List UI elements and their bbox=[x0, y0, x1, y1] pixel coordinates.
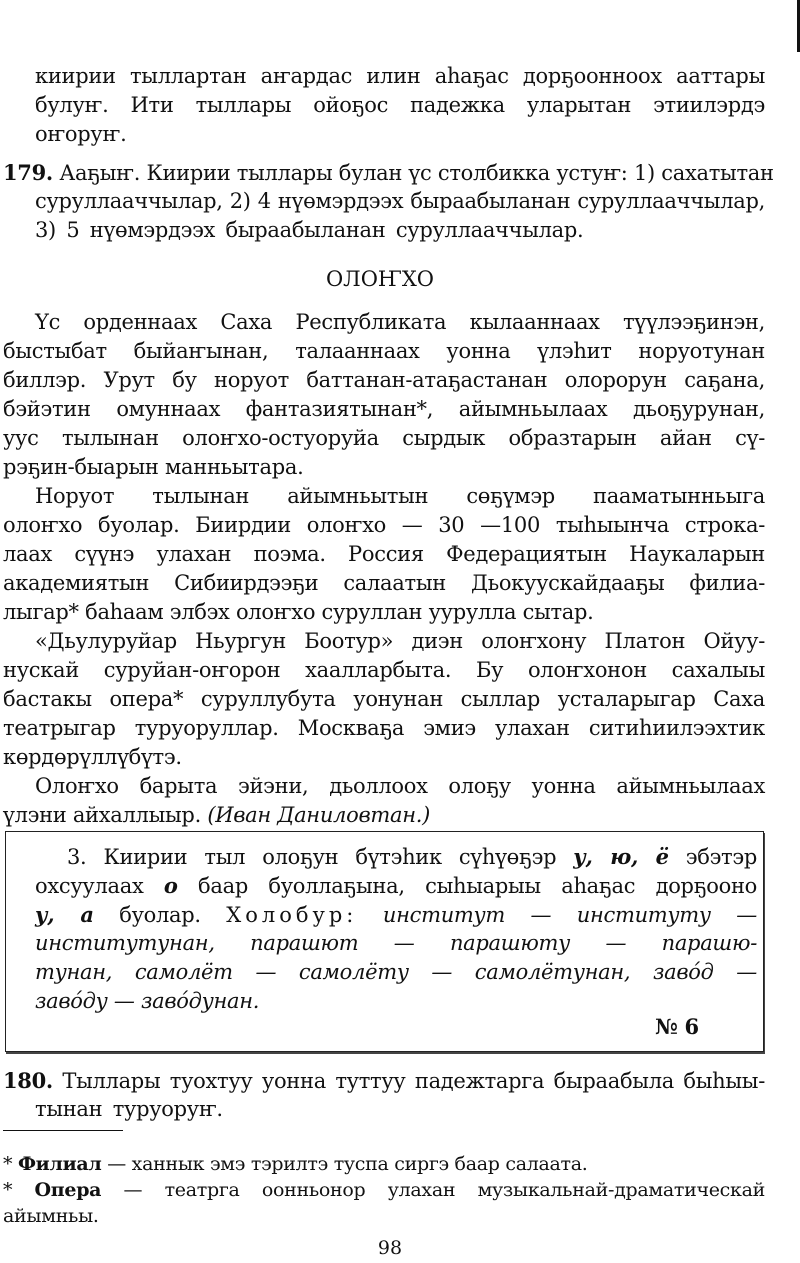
text-line: Норуот тылынан айымньытын сөҕүмэр пааматынньыга bbox=[35, 484, 765, 508]
example-label: Холобур: bbox=[226, 903, 358, 927]
text-line: 180. Тыллары туохтуу уонна туттуу падежтарга быраабыла быһыы- bbox=[3, 1068, 765, 1093]
text-line: 3) 5 нүөмэрдээх быраабыланан суруллааччылар. bbox=[35, 218, 584, 242]
footnote-term: Опера bbox=[34, 1179, 102, 1201]
text-line: биллэр. Урут бу норуот баттанан-атаҕастанан олорорун саҕана, bbox=[3, 368, 765, 392]
text-line: институтунан, парашют — парашюту — парашю- bbox=[35, 931, 757, 955]
text-line: бастакы опера* суруллубута уонунан сыллар усталарыгар Саха bbox=[3, 687, 765, 711]
text-line: тынан туруоруҥ. bbox=[35, 1097, 223, 1121]
footnote-continuation: айымньы. bbox=[3, 1205, 99, 1227]
text-line: «Дьулуруйар Ньургун Боотур» диэн олоҥхону Платон Ойуу- bbox=[35, 629, 765, 653]
text-line: заво́ду — заво́дунан. bbox=[35, 989, 260, 1013]
page-number: 98 bbox=[377, 1237, 403, 1259]
text-line: академиятын Сибиирдээҕи салаатын Дьокуускайдааҕы филиа- bbox=[3, 571, 765, 595]
text-line: көрдөрүллүбүтэ. bbox=[3, 745, 182, 769]
text-line: у, а буолар. Холобур: институт — институту — bbox=[35, 902, 757, 927]
text-line: олоҥхо буолар. Биирдии олоҥхо — 30 —100 тыһыынча строка- bbox=[3, 513, 765, 537]
attribution: (Иван Даниловтан.) bbox=[207, 803, 431, 827]
footnote-term: Филиал bbox=[17, 1153, 102, 1175]
footnote-divider bbox=[3, 1130, 123, 1131]
text-line: үлэни айхаллыыр. (Иван Даниловтан.) bbox=[3, 803, 431, 827]
exercise-number: 180. bbox=[3, 1068, 53, 1093]
footnote: * Опера — театрга оонньонор улахан музыкальнай-драматическай bbox=[3, 1179, 765, 1201]
text-line: нускай суруйан-оҥорон хаалларбыта. Бу олоҥхонон сахалыы bbox=[3, 658, 765, 682]
rule-number: 3. bbox=[67, 845, 87, 869]
rule-reference: № 6 bbox=[655, 1014, 699, 1039]
text-line: 3. Киирии тыл олоҕун бүтэһик сүһүөҕэр у, ю, ё эбэтэр bbox=[67, 844, 757, 869]
text-line: рэҕин-быарын манньытара. bbox=[3, 455, 304, 479]
text-line: булуҥ. Ити тыллары ойоҕос падежка уларытан этиилэрдэ bbox=[35, 93, 765, 117]
section-title: ОЛОҤХО bbox=[325, 267, 435, 291]
text-line: Олоҥхо барыта эйэни, дьоллоох олоҕу уонна айымньылаах bbox=[35, 774, 765, 798]
text-line: охсуулаах о баар буоллаҕына, сыһыарыы аһаҕас дорҕооно bbox=[35, 873, 758, 898]
text-line: лыгар* баһаам элбэх олоҥхо суруллан уурулла сытар. bbox=[3, 600, 594, 624]
text-line: бэйэтин омуннаах фантазиятынан*, айымньылаах дьоҕурунан, bbox=[3, 397, 765, 421]
exercise-number: 179. bbox=[3, 160, 53, 185]
text-line: Үс орденнаах Саха Республиката кылааннаах түүлээҕинэн, bbox=[35, 310, 765, 334]
text-line: 179. Ааҕыҥ. Киирии тыллары булан үс столбикка устуҥ: 1) сахатытан bbox=[3, 160, 774, 185]
text-line: суруллааччылар, 2) 4 нүөмэрдээх быраабыланан суруллааччылар, bbox=[35, 189, 765, 213]
text-line: оҥоруҥ. bbox=[35, 122, 127, 146]
text-line: лаах сүүнэ улахан поэма. Россия Федерациятын Наукаларын bbox=[3, 542, 765, 566]
text-line: театрыгар туруоруллар. Москваҕа эмиэ улахан ситиһиилээхтик bbox=[3, 716, 765, 740]
text-line: киирии тыллартан аҥардас илин аһаҕас дорҕоонноох ааттары bbox=[35, 64, 765, 88]
text-line: тунан, самолёт — самолёту — самолётунан, заво́д — bbox=[35, 960, 757, 984]
text-line: быстыбат быйаҥынан, талааннаах уонна үлэһит норуотунан bbox=[3, 339, 765, 363]
footnote: * Филиал — ханнык эмэ тэрилтэ туспа сиргэ баар салаата. bbox=[3, 1153, 588, 1175]
text-line: уус тылынан олоҥхо-остуоруйа сырдык образтарын айан сү- bbox=[3, 426, 765, 450]
